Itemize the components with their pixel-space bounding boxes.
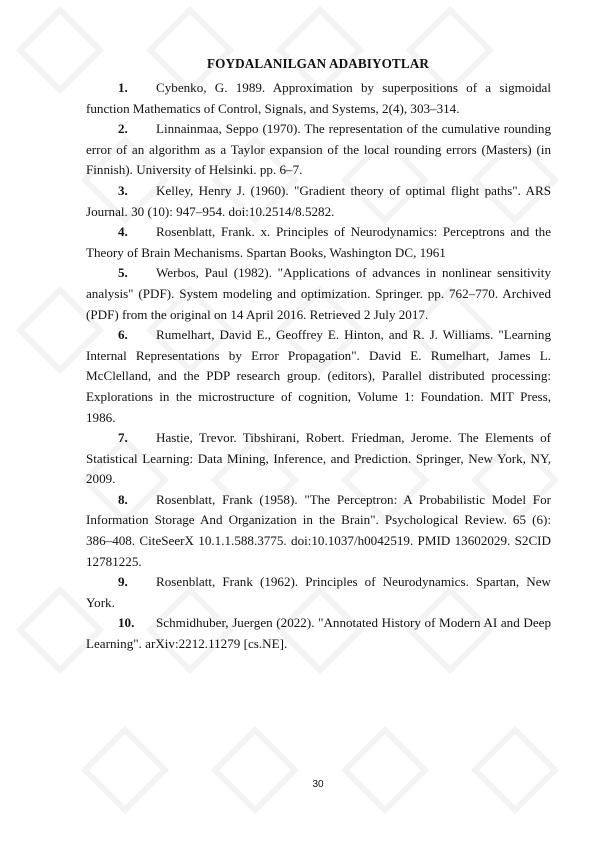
- page-number: 30: [312, 779, 324, 790]
- reference-text: Werbos, Paul (1982). "Applications of advances in nonlinear sensitivity analysis" (PDF). System modeling and optimization. Springer. pp. 762–770. Archived (PDF) from the original on 14 April 2016. Retrieved 2 July 2017.: [86, 265, 551, 322]
- reference-text: Rosenblatt, Frank. x. Principles of Neurodynamics: Perceptrons and the Theory of Brain Mechanisms. Spartan Books, Washington DC, 1961: [86, 224, 551, 260]
- reference-number: 3.: [118, 182, 128, 198]
- reference-number: 8.: [118, 491, 128, 507]
- reference-item: [86, 490, 551, 572]
- reference-item: [86, 181, 551, 222]
- reference-number: 1.: [118, 80, 128, 95]
- reference-number: 2.: [118, 121, 128, 137]
- reference-text: Rumelhart, David E., Geoffrey E. Hinton, and R. J. Williams. "Learning Internal Representations by Error Propagation". David E. Rumelhart, James L. McClelland, and the PDP research group. (editors), Parallel distributed processing: Explorations in the microstructure of cognition, Volume 1: Foundation. MIT Press, 1986.: [86, 327, 551, 425]
- reference-item: [86, 119, 551, 181]
- reference-number: 10.: [118, 615, 135, 631]
- reference-number: 9.: [118, 574, 128, 590]
- reference-text: Kelley, Henry J. (1960). "Gradient theory of optimal flight paths". ARS Journal. 30 (10): 947–954. doi:10.2514/8.5282.: [86, 182, 551, 219]
- reference-number: 7.: [118, 430, 128, 446]
- reference-list: [86, 78, 551, 655]
- reference-text: Rosenblatt, Frank (1962). Principles of Neurodynamics. Spartan, New York.: [86, 574, 551, 610]
- reference-item: [86, 78, 551, 119]
- reference-item: [86, 428, 551, 490]
- reference-item: [86, 263, 551, 325]
- reference-text: Schmidhuber, Juergen (2022). "Annotated History of Modern AI and Deep Learning". arXiv:2212.11279 [cs.NE].: [86, 615, 551, 652]
- reference-item: [86, 572, 551, 613]
- reference-item: [86, 613, 551, 654]
- reference-text: Linnainmaa, Seppo (1970). The representation of the cumulative rounding error of an algorithm as a Taylor expansion of the local rounding errors (Masters) (in Finnish). University of Helsinki. pp. 6–7.: [86, 121, 551, 178]
- reference-text: Hastie, Trevor. Tibshirani, Robert. Friedman, Jerome. The Elements of Statistical Learning: Data Mining, Inference, and Prediction. Springer, New York, NY, 2009.: [86, 430, 551, 487]
- reference-text: Cybenko, G. 1989. Approximation by superpositions of a sigmoidal function Mathematics of Control, Signals, and Systems, 2(4), 303–314.: [86, 80, 551, 116]
- reference-item: [86, 222, 551, 263]
- reference-number: 5.: [118, 265, 128, 281]
- reference-item: [86, 325, 551, 428]
- reference-number: 6.: [118, 327, 128, 343]
- page-title: FOYDALANILGAN ADABIYOTLAR: [207, 56, 429, 71]
- reference-number: 4.: [118, 224, 128, 240]
- reference-text: Rosenblatt, Frank (1958). "The Perceptron: A Probabilistic Model For Information Storage And Organization in the Brain". Psychological Review. 65 (6): 386–408. CiteSeerX 10.1.1.588.3775. doi:10.1037/h0042519. PMID 13602029. S2CID 12781225.: [86, 491, 551, 569]
